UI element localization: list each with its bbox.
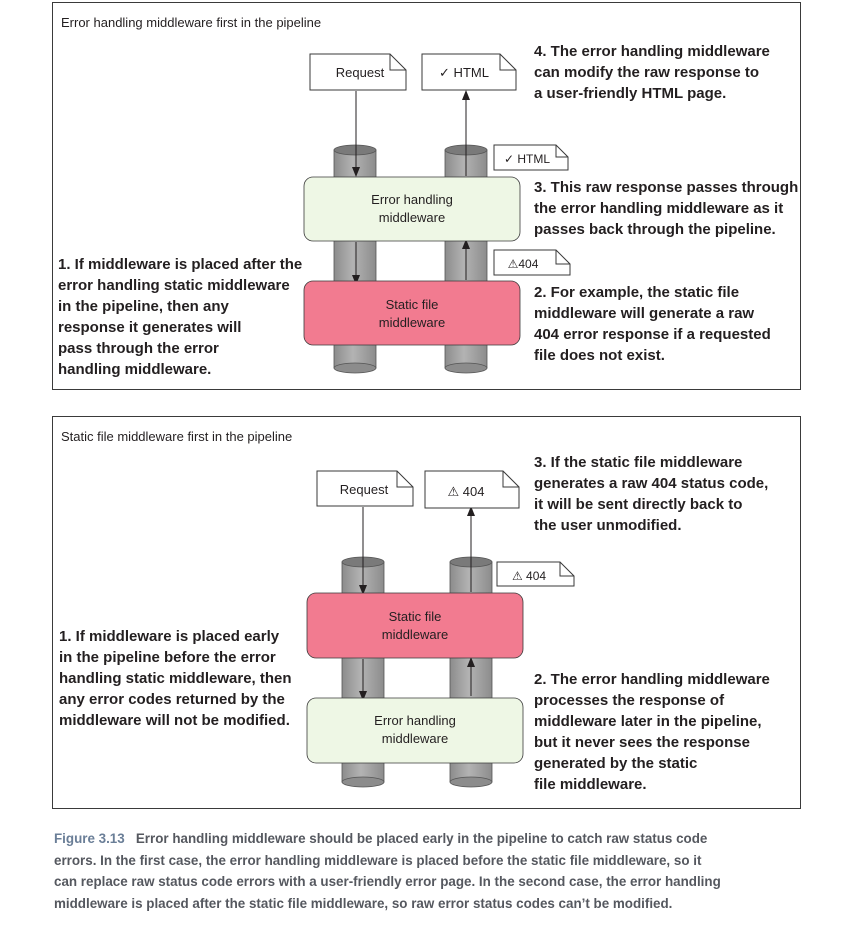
note-3: 3. This raw response passes through the error handling middleware as it passes back through the pipeline. (534, 179, 799, 238)
static-file-box (307, 593, 523, 658)
svg-text:⚠404: ⚠404 (507, 257, 539, 271)
box-label: Error handling (374, 713, 456, 728)
error-404-document-small (497, 562, 574, 586)
box-label: middleware (378, 210, 446, 225)
html-response-document (422, 54, 516, 90)
svg-text:Request: Request (339, 482, 389, 497)
request-document (310, 54, 406, 90)
note-2: 2. For example, the static file middleware will generate a raw 404 error response if a requested file does not exist. (534, 284, 771, 364)
panel-title: Error handling middleware first in the pipeline (61, 15, 322, 30)
note-4: 4. The error handling middleware can modify the raw response to a user-friendly HTML page. (534, 43, 770, 102)
svg-text:⚠ 404: ⚠ 404 (511, 569, 547, 583)
note-1: 1. If middleware is placed early in the pipeline before the error handling static middleware, then any error codes returned by the middleware will not be modified. (59, 628, 292, 729)
box-label: Static file (388, 609, 442, 624)
note-3: 3. If the static file middleware generates a raw 404 status code, it will be sent directly back to the user unmodified. (534, 454, 769, 534)
note-1: 1. If middleware is placed after the error handling static middleware in the pipeline, then any response it generates will pass through the error handling middleware. (58, 256, 303, 378)
error-handling-box (307, 698, 523, 763)
figure-label: Figure 3.13 (54, 831, 125, 846)
panel-title: Static file middleware first in the pipeline (61, 429, 293, 444)
figure-caption (54, 828, 798, 914)
error-404-response-document (425, 471, 519, 508)
box-label: middleware (381, 731, 449, 746)
box-label: middleware (381, 627, 449, 642)
box-label: middleware (378, 315, 446, 330)
error-handling-box (304, 177, 520, 241)
svg-text:⚠ 404: ⚠ 404 (447, 484, 485, 499)
html-document-small (494, 145, 568, 170)
svg-text:✓ HTML: ✓ HTML (503, 152, 551, 166)
box-label: Error handling (371, 192, 453, 207)
svg-text:✓ HTML: ✓ HTML (439, 65, 489, 80)
svg-text:Request: Request (335, 65, 385, 80)
static-file-box (304, 281, 520, 345)
request-document (317, 471, 413, 506)
note-2: 2. The error handling middleware processes the response of middleware later in the pipeline, but it never sees the response generated by the static file middleware. (534, 671, 770, 793)
caption-text: Error handling middleware should be placed early in the pipeline to catch raw status code errors. In the first case, the error handling middleware is placed before the static file middleware, so it can replace raw status code errors with a user-friendly error page. In the second case, the error handling middleware is placed after the static file middleware, so raw error status codes can’t be modified. (54, 831, 721, 911)
box-label: Static file (385, 297, 439, 312)
error-404-document-small (494, 250, 570, 275)
